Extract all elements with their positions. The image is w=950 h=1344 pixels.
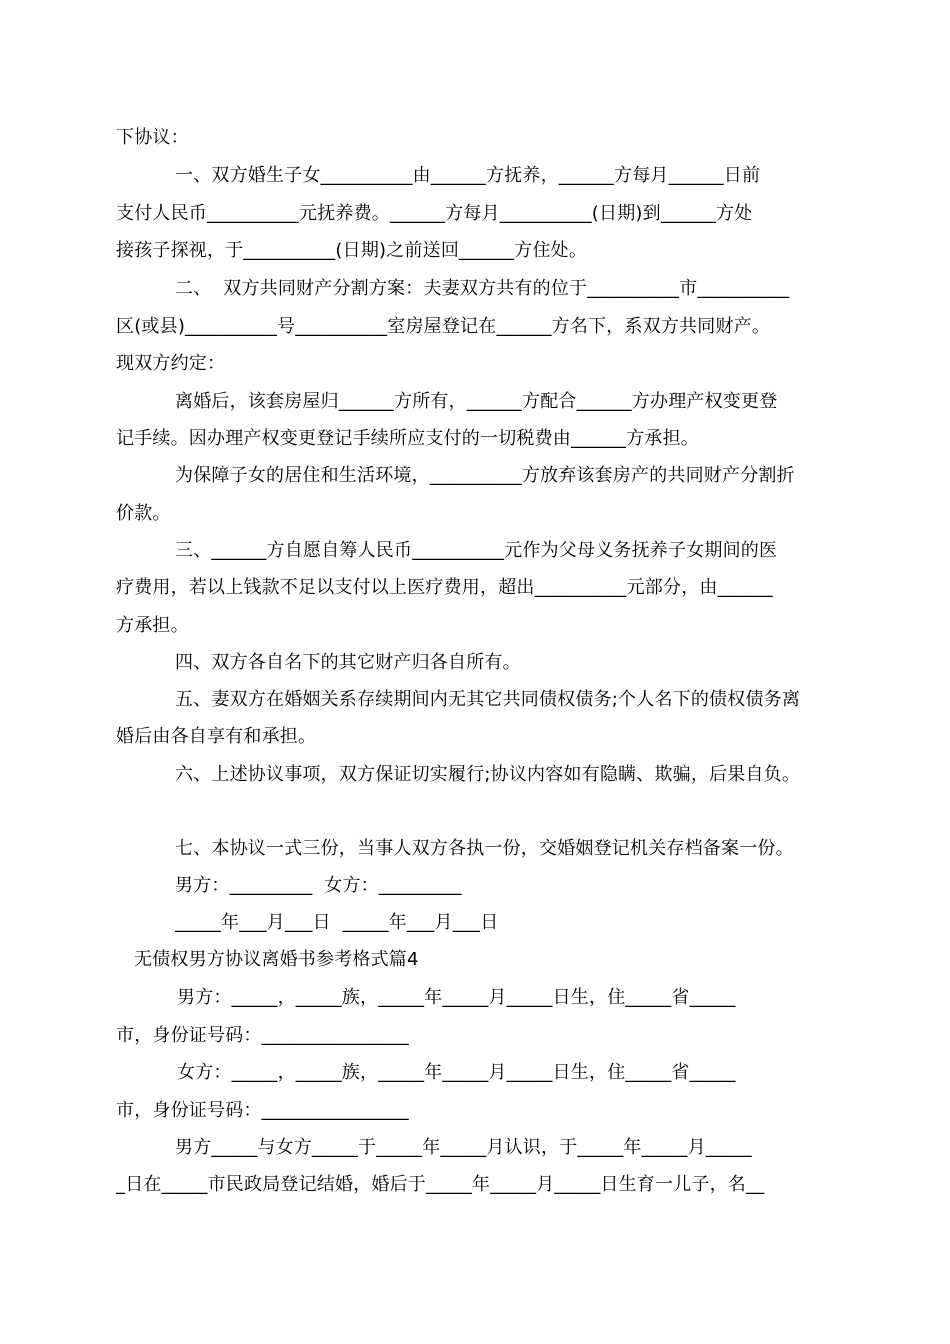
text-line-4: 接孩子探视，于__________(日期)之前送回______方住处。 xyxy=(116,240,588,261)
text-line-9: 记手续。因办理产权变更登记手续所应支付的一切税费由______方承担。 xyxy=(116,428,699,449)
section-heading: 无债权男方协议离婚书参考格式篇4 xyxy=(134,949,419,970)
text-line-1: 下协议： xyxy=(116,127,189,148)
text-line-26: 市，身份证号码：________________ xyxy=(116,1100,409,1121)
text-line-23: 男方：_____，_____族，_____年_____月_____日生，住_____省_____ xyxy=(177,987,736,1008)
text-line-24: 市，身份证号码：________________ xyxy=(116,1025,409,1046)
text-line-27: 男方_____与女方_____于_____年_____月认识，于_____年_____月_____ xyxy=(175,1137,752,1158)
date-line: _____年___月___日 _____年___月___日 xyxy=(175,912,499,933)
text-line-28: _日在_____市民政局登记结婚，婚后于_____年_____月_____日生育一儿子，名__ xyxy=(116,1174,765,1195)
text-line-25: 女方：_____，_____族，_____年_____月_____日生，住_____省_____ xyxy=(177,1062,736,1083)
text-line-16: 五、妻双方在婚姻关系存续期间内无其它共同债权债务;个人名下的债权债务离 xyxy=(175,689,801,710)
text-line-10: 为保障子女的居住和生活环境，__________方放弃该套房产的共同财产分割折 xyxy=(175,465,795,486)
text-line-12: 三、______方自愿自筹人民币__________元作为父母义务抚养子女期间的医 xyxy=(175,540,778,561)
text-line-15: 四、双方各自名下的其它财产归各自所有。 xyxy=(175,652,521,673)
text-line-7: 现双方约定： xyxy=(116,353,226,374)
text-line-11: 价款。 xyxy=(116,503,171,524)
text-line-3: 支付人民币__________元抚养费。______方每月__________(日期)到______方处 xyxy=(116,203,753,224)
text-line-8: 离婚后，该套房屋归______方所有，______方配合______方办理产权变更登 xyxy=(175,391,778,412)
signature-line: 男方：_________ 女方：_________ xyxy=(175,875,462,896)
text-line-13: 疗费用，若以上钱款不足以支付以上医疗费用，超出__________元部分，由______ xyxy=(116,577,773,598)
text-line-6: 区(或县)__________号__________室房屋登记在______方名下，系双方共同财产。 xyxy=(116,316,771,337)
text-line-5: 二、 双方共同财产分割方案：夫妻双方共有的位于__________市__________ xyxy=(175,278,790,299)
text-line-17: 婚后由各自享有和承担。 xyxy=(116,726,317,747)
text-line-2: 一、双方婚生子女__________由______方抚养，______方每月______日前 xyxy=(175,165,761,186)
text-line-19: 七、本协议一式三份，当事人双方各执一份，交婚姻登记机关存档备案一份。 xyxy=(175,838,794,859)
text-line-18: 六、上述协议事项，双方保证切实履行;协议内容如有隐瞒、欺骗，后果自负。 xyxy=(175,764,801,785)
text-line-14: 方承担。 xyxy=(116,615,189,636)
